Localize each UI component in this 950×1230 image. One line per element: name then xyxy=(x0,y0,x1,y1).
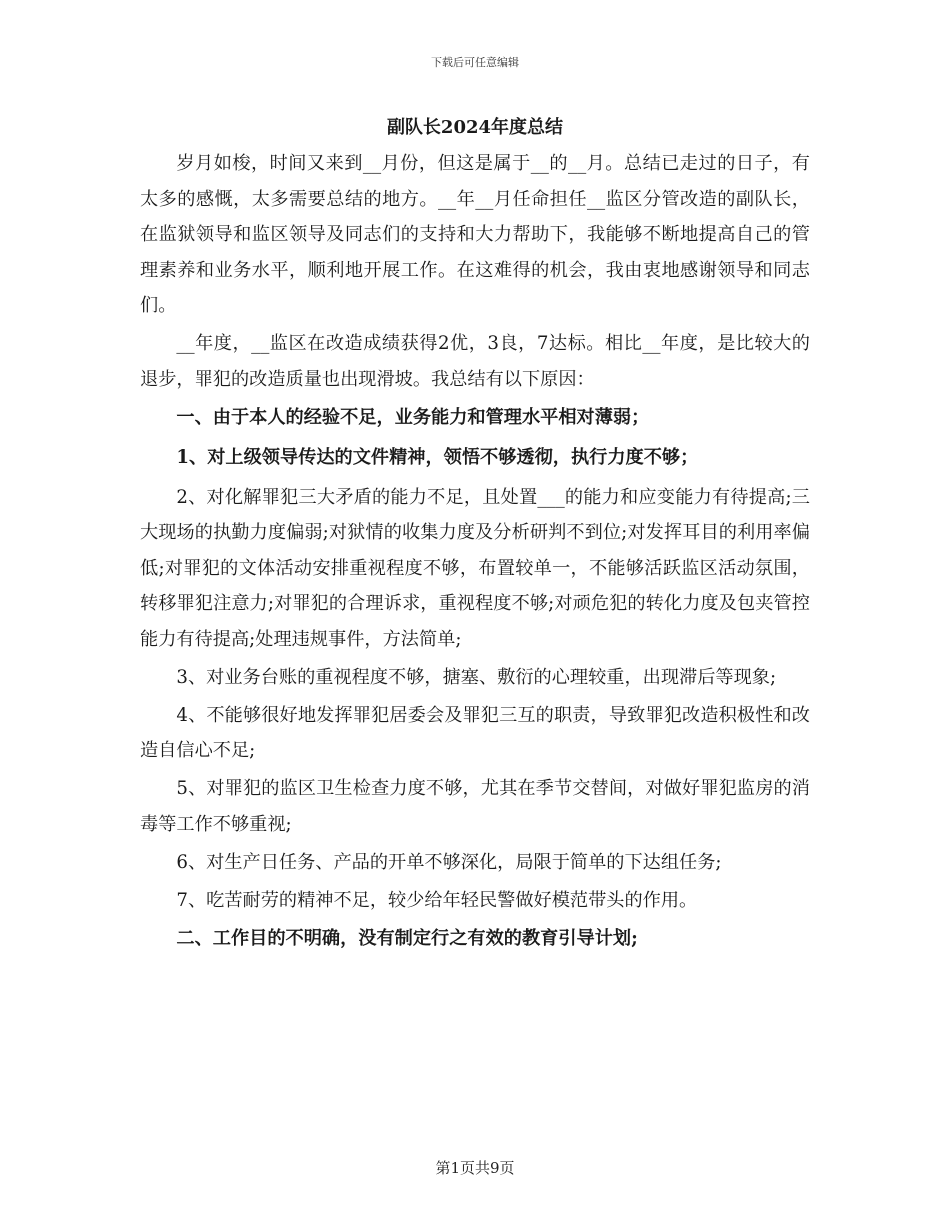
paragraph: 岁月如梭，时间又来到__月份，但这是属于__的__月。总结已走过的日子，有太多的感慨，太多需要总结的地方。__年__月任命担任__监区分管改造的副队长，在监狱领导和监区领导及同志们的支持和大力帮助下，我能够不断地提高自己的管理素养和业务水平，顺利地开展工作。在这难得的机会，我由衷地感谢领导和同志们。 xyxy=(140,153,810,316)
document-title: 副队长2024年度总结 xyxy=(386,117,564,138)
page-footer: 第1页共9页 xyxy=(435,1159,515,1177)
list-item-heading: 1、对上级领导传达的文件精神，领悟不够透彻，执行力度不够； xyxy=(176,446,699,468)
list-item: 5、对罪犯的监区卫生检查力度不够，尤其在季节交替间，对做好罪犯监房的消毒等工作不够重视; xyxy=(140,778,810,835)
list-item: 3、对业务台账的重视程度不够，搪塞、敷衍的心理较重，出现滞后等现象; xyxy=(176,666,777,688)
paragraph: __年度，__监区在改造成绩获得2优，3良，7达标。相比__年度，是比较大的退步，罪犯的改造质量也出现滑坡。我总结有以下原因： xyxy=(140,333,810,390)
page-header: 下载后可任意编辑 xyxy=(431,56,519,69)
section-heading: 二、工作目的不明确，没有制定行之有效的教育引导计划; xyxy=(176,927,638,949)
list-item: 6、对生产日任务、产品的开单不够深化，局限于简单的下达组任务; xyxy=(176,851,722,873)
list-item: 4、不能够很好地发挥罪犯居委会及罪犯三互的职责，导致罪犯改造积极性和改造自信心不足; xyxy=(140,704,810,761)
document-body xyxy=(140,112,810,961)
list-item: 7、吃苦耐劳的精神不足，较少给年轻民警做好模范带头的作用。 xyxy=(176,889,698,911)
list-item: 2、对化解罪犯三大矛盾的能力不足，且处置___的能力和应变能力有待提高;三大现场的执勤力度偏弱;对狱情的收集力度及分析研判不到位;对发挥耳目的利用率偏低;对罪犯的文体活动安排重视程度不够，布置较单一，不能够活跃监区活动氛围，转移罪犯注意力;对罪犯的合理诉求，重视程度不够;对顽危犯的转化力度及包夹管控能力有待提高;处理违规事件，方法简单; xyxy=(140,486,810,650)
section-heading: 一、由于本人的经验不足，业务能力和管理水平相对薄弱； xyxy=(176,406,650,428)
